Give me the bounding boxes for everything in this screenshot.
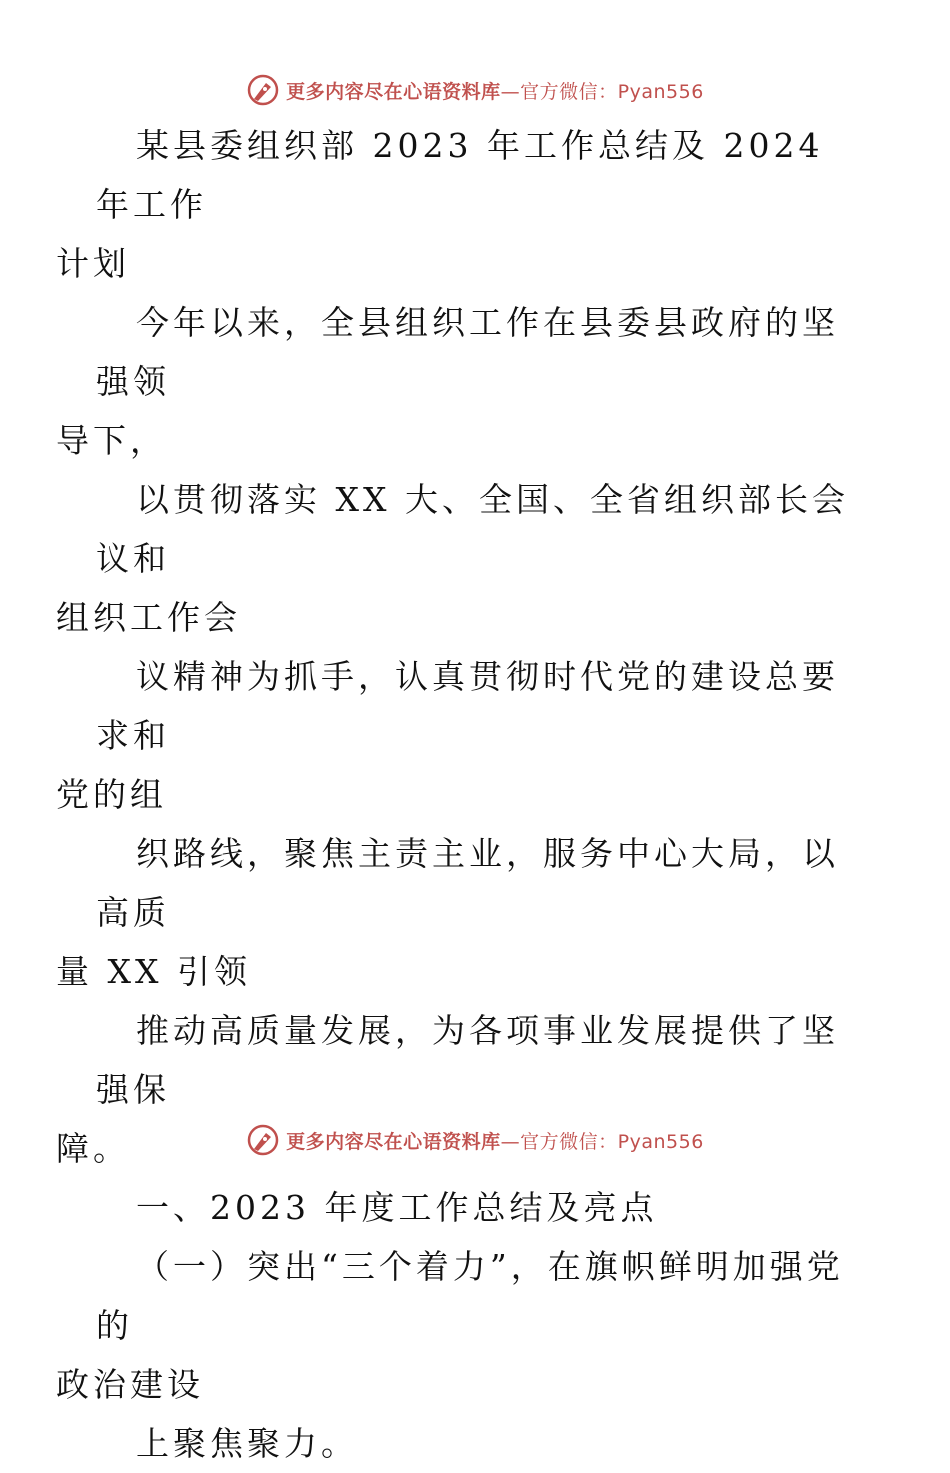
watermark-text	[286, 77, 704, 104]
document-body	[56, 116, 856, 1473]
paragraph-title	[56, 116, 856, 293]
watermark-separator: —	[500, 80, 521, 103]
pen-nib-logo-icon	[246, 1123, 280, 1157]
text-line: 一、2023 年度工作总结及亮点	[136, 1188, 658, 1227]
text-line: 上聚焦聚力。	[136, 1424, 358, 1463]
paragraph	[56, 293, 856, 470]
header-watermark	[0, 70, 950, 110]
watermark-separator: —	[500, 1130, 521, 1153]
footer-watermark	[0, 1120, 950, 1160]
text-line: 导下，	[56, 421, 167, 460]
text-line: 推动高质量发展，为各项事业发展提供了坚强保	[96, 1011, 839, 1109]
watermark-brand: 更多内容尽在心语资料库	[286, 1130, 501, 1153]
text-line: 量 XX 引领	[56, 952, 251, 991]
watermark-wechat: 官方微信：Pyan556	[520, 80, 704, 103]
text-line: 组织工作会	[56, 598, 241, 637]
pen-nib-logo-icon	[246, 73, 280, 107]
text-line: 织路线，聚焦主责主业，服务中心大局，以高质	[96, 834, 839, 932]
watermark-text	[286, 1127, 704, 1154]
subsection-heading	[56, 1237, 856, 1414]
paragraph	[56, 824, 856, 1001]
paragraph	[96, 1414, 856, 1473]
text-line: 议精神为抓手，认真贯彻时代党的建设总要求和	[96, 657, 839, 755]
text-line: 今年以来，全县组织工作在县委县政府的坚强领	[96, 303, 839, 401]
text-line: 政治建设	[56, 1365, 204, 1404]
text-line: （一）突出“三个着力”，在旗帜鲜明加强党的	[96, 1247, 844, 1345]
text-line: 以贯彻落实 XX 大、全国、全省组织部长会议和	[96, 480, 849, 578]
text-line: 某县委组织部 2023 年工作总结及 2024 年工作	[96, 126, 824, 224]
section-heading	[96, 1178, 856, 1237]
text-line: 计划	[56, 244, 130, 283]
text-line: 党的组	[56, 775, 167, 814]
watermark-brand: 更多内容尽在心语资料库	[286, 80, 501, 103]
paragraph	[56, 647, 856, 824]
watermark-wechat: 官方微信：Pyan556	[520, 1130, 704, 1153]
paragraph	[56, 470, 856, 647]
text-line: 障。	[56, 1129, 130, 1168]
